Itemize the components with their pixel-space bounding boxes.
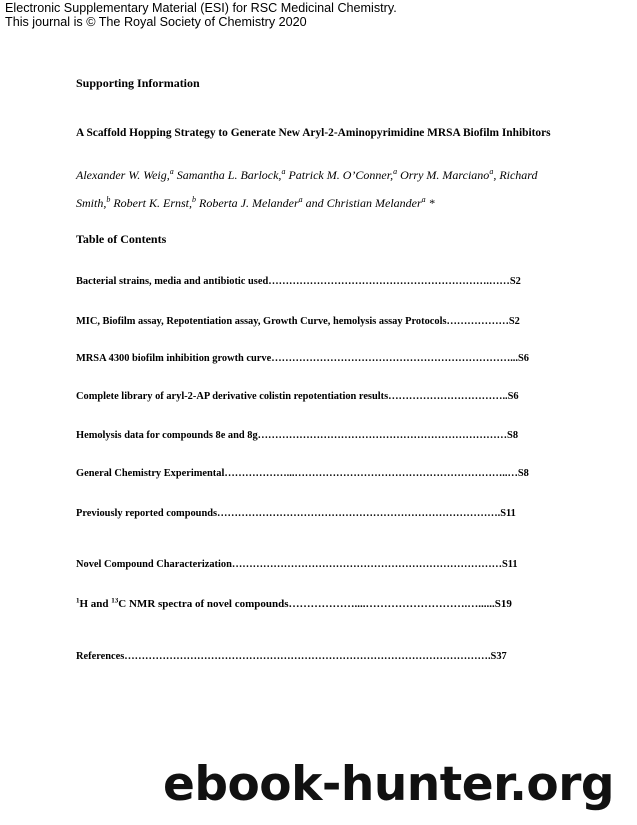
author-affiliation: a xyxy=(421,195,426,204)
author-affiliation: a xyxy=(298,195,303,204)
toc-nmr-mid: H and xyxy=(79,598,112,610)
esi-header-line2: This journal is © The Royal Society of Chemistry 2020 xyxy=(5,15,307,29)
author-name: Samantha L. Barlock, xyxy=(176,168,282,182)
esi-header-line1: Electronic Supplementary Material (ESI) for RSC Medicinal Chemistry. xyxy=(5,1,397,15)
toc-entry-protocols[interactable]: MIC, Biofilm assay, Repotentiation assay, Growth Curve, hemolysis assay Protocols………………S2 xyxy=(76,316,520,327)
author-name: , Richard Smith, xyxy=(76,168,538,210)
toc-entry-novel-compounds[interactable]: Novel Compound Characterization……………………………………………………………………S11 xyxy=(76,559,518,570)
author-list xyxy=(76,161,566,217)
toc-heading: Table of Contents xyxy=(76,232,167,246)
toc-entry-references[interactable]: References…………………………………………………………………………………………….S37 xyxy=(76,651,507,662)
toc-entry-growth-curve[interactable]: MRSA 4300 biofilm inhibition growth curve……………………………………………………………...S6 xyxy=(76,353,529,364)
toc-entry-nmr-spectra[interactable] xyxy=(76,598,563,610)
toc-nmr-rest: C NMR spectra of novel compounds………………....……………………….…......S19 xyxy=(118,598,512,610)
paper-title: A Scaffold Hopping Strategy to Generate New Aryl-2-Aminopyrimidine MRSA Biofilm Inhibitors xyxy=(76,127,551,139)
supporting-info-label: Supporting Information xyxy=(76,76,200,90)
watermark-logo: ebook-hunter.org xyxy=(163,757,615,812)
author-name: Orry M. Marciano xyxy=(400,168,490,182)
author-name: Robert K. Ernst, xyxy=(113,196,193,210)
author-affiliation: a xyxy=(169,167,174,176)
author-name: Alexander W. Weig, xyxy=(76,168,170,182)
author-affiliation: a xyxy=(393,167,398,176)
esi-header xyxy=(5,1,397,29)
toc-entry-general-chemistry[interactable]: General Chemistry Experimental………………...……………………………………………………..…S8 xyxy=(76,468,529,479)
author-name: Roberta J. Melander xyxy=(199,196,299,210)
toc-entry-colistin-results[interactable]: Complete library of aryl-2-AP derivative colistin repotentiation results……………………………..S6 xyxy=(76,391,519,402)
author-name: Patrick M. O’Conner, xyxy=(288,168,394,182)
toc-entry-previous-compounds[interactable]: Previously reported compounds……………………………………………………………………….S11 xyxy=(76,508,516,519)
toc-nmr-sup-c: 13 xyxy=(111,598,119,605)
author-affiliation: a xyxy=(489,167,494,176)
author-affiliation: b xyxy=(192,195,197,204)
corresponding-author-mark: * xyxy=(428,196,435,210)
author-name: and Christian Melander xyxy=(305,196,422,210)
author-affiliation: b xyxy=(106,195,111,204)
toc-nmr-sup-h: 1 xyxy=(76,598,80,605)
author-affiliation: a xyxy=(281,167,286,176)
toc-entry-hemolysis[interactable]: Hemolysis data for compounds 8e and 8g………………………………………………………………S8 xyxy=(76,430,519,441)
toc-entry-bacterial-strains[interactable]: Bacterial strains, media and antibiotic used……………………………………………………….……S2 xyxy=(76,276,521,287)
